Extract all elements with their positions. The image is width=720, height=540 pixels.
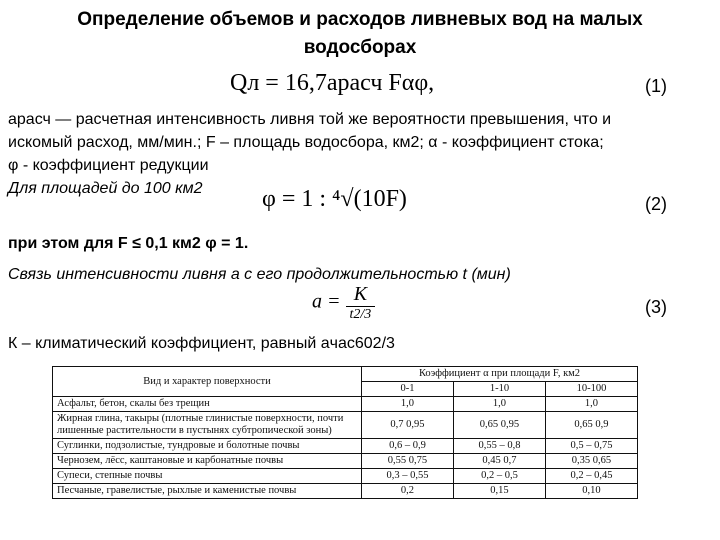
value-cell: 0,6 – 0,9 — [362, 439, 454, 454]
surface-cell: Жирная глина, такыры (плотные глинистые поверхности, почти лишенные растительности в пустынях субтропической зоны) — [53, 412, 362, 439]
value-cell: 0,7 0,95 — [362, 412, 454, 439]
value-cell: 0,15 — [453, 484, 545, 499]
value-cell: 1,0 — [545, 397, 637, 412]
value-cell: 0,10 — [545, 484, 637, 499]
surface-cell: Песчаные, гравелистые, рыхлые и каменистые почвы — [53, 484, 362, 499]
title-line-1: Определение объемов и расходов ливневых вод на малых — [77, 9, 643, 30]
value-cell: 0,2 – 0,45 — [545, 469, 637, 484]
formula-3-fraction — [346, 283, 376, 323]
runoff-coefficient-table — [52, 366, 638, 540]
value-cell: 0,35 0,65 — [545, 454, 637, 469]
value-cell: 0,55 0,75 — [362, 454, 454, 469]
value-cell: 1,0 — [362, 397, 454, 412]
table-row — [53, 469, 638, 484]
value-cell: 0,45 0,7 — [453, 454, 545, 469]
value-cell: 0,55 – 0,8 — [453, 439, 545, 454]
definition-line-2: искомый расход, мм/мин.; F – площадь водосбора, км2; α - коэффициент стока; — [8, 134, 604, 151]
surface-cell: Чернозем, лёсс, каштановые и карбонатные почвы — [53, 454, 362, 469]
value-cell: 0,65 0,9 — [545, 412, 637, 439]
table-row — [53, 454, 638, 469]
formula-3-denominator: t2/3 — [349, 307, 372, 322]
header-surface: Вид и характер поверхности — [53, 367, 362, 397]
subheader-10-100: 10-100 — [545, 382, 637, 397]
title-line-2: водосборах — [303, 37, 417, 58]
formula-3 — [312, 283, 375, 323]
page-title — [0, 6, 720, 62]
value-cell: 0,65 0,95 — [453, 412, 545, 439]
surface-cell: Асфальт, бетон, скалы без трещин — [53, 397, 362, 412]
area-note: Для площадей до 100 км2 — [8, 180, 203, 197]
table-row — [53, 397, 638, 412]
phi-note: при этом для F ≤ 0,1 км2 φ = 1. — [8, 235, 249, 252]
formula-2-number: (2) — [645, 194, 667, 214]
definition-line-3: φ - коэффициент редукции — [8, 157, 209, 174]
k-note: К – климатический коэффициент, равный aчас602/3 — [8, 335, 395, 352]
formula-1-number: (1) — [645, 76, 667, 96]
formula-2: φ = 1 : ⁴√(10F) — [262, 186, 407, 212]
relation-note: Связь интенсивности ливня a с его продолжительностью t (мин) — [8, 266, 511, 283]
value-cell: 0,5 – 0,75 — [545, 439, 637, 454]
surface-cell: Суглинки, подзолистые, тундровые и болотные почвы — [53, 439, 362, 454]
formula-3-lhs: a = — [312, 290, 341, 313]
surface-cell: Супеси, степные почвы — [53, 469, 362, 484]
table-row — [53, 484, 638, 499]
table-row — [53, 412, 638, 439]
value-cell: 0,3 – 0,55 — [362, 469, 454, 484]
table-header-row — [53, 367, 638, 382]
subheader-1-10: 1-10 — [453, 382, 545, 397]
header-coefficient: Коэффициент α при площади F, км2 — [362, 367, 638, 382]
formula-1: Qл = 16,7aрасч Fαφ, — [230, 70, 435, 96]
formula-3-numerator: K — [346, 283, 376, 307]
value-cell: 0,2 – 0,5 — [453, 469, 545, 484]
subheader-0-1: 0-1 — [362, 382, 454, 397]
value-cell: 1,0 — [453, 397, 545, 412]
definition-line-1: aрасч — расчетная интенсивность ливня той же вероятности превышения, что и — [8, 111, 612, 128]
value-cell: 0,2 — [362, 484, 454, 499]
formula-3-number: (3) — [645, 297, 667, 317]
table-row — [53, 439, 638, 454]
